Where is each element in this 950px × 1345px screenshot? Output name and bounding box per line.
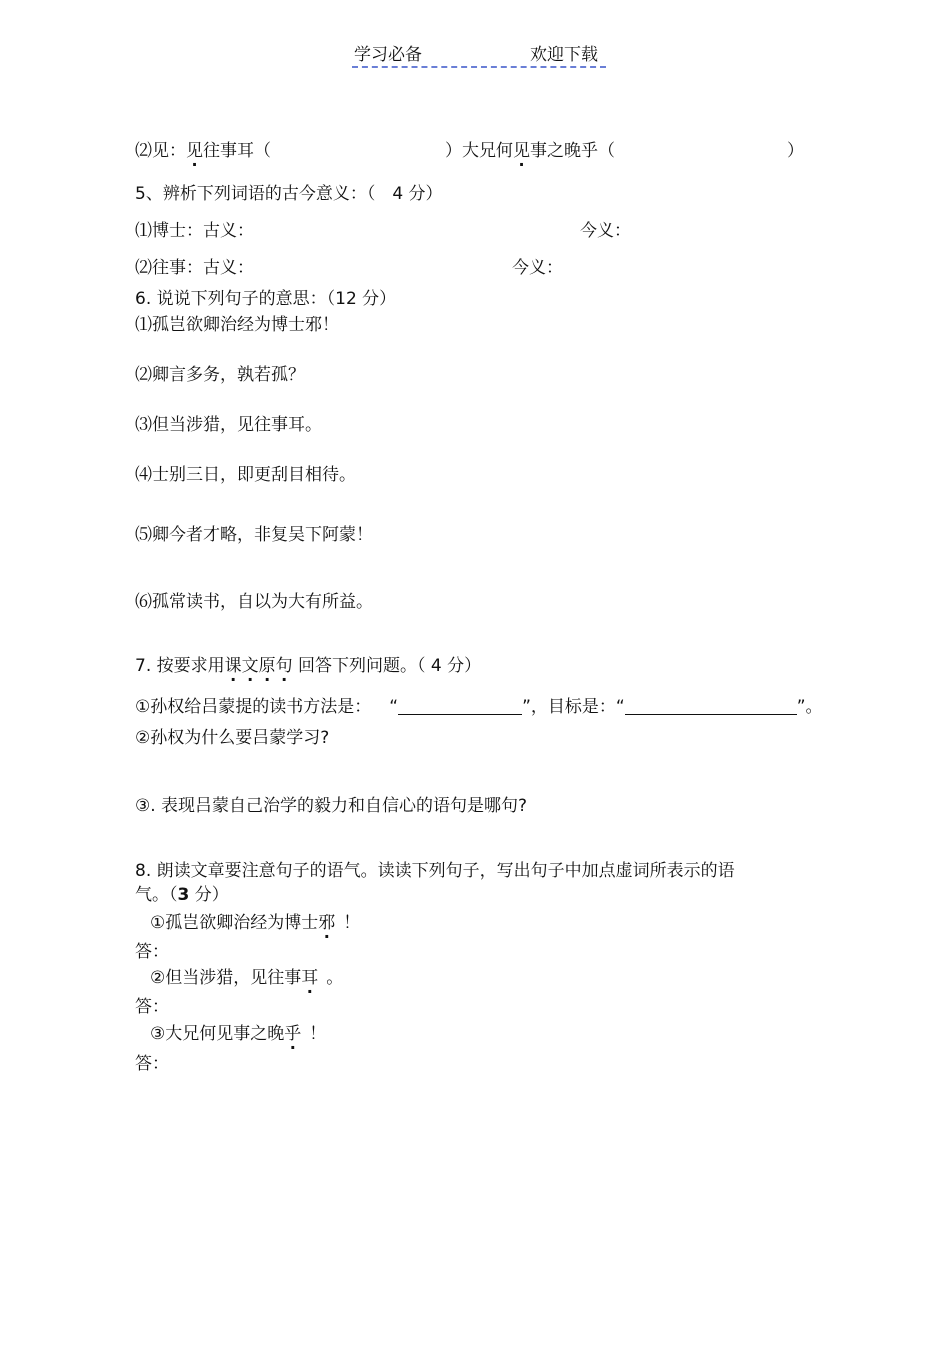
q8-answer-3: 答： xyxy=(135,1054,169,1074)
q7-title: 7. 按要求用课文原句 回答下列问题。（ 4 分） xyxy=(135,656,482,676)
q8-title-line-1: 8. 朗读文章要注意句子的语气。读读下列句子，写出句子中加点虚词所表示的语 xyxy=(135,861,735,881)
q8-title-line-2: 气。（3 分） xyxy=(135,885,229,905)
dotted-char: 见 xyxy=(186,141,203,161)
dotted-char: 乎 xyxy=(284,1024,302,1044)
dotted-char: 耳 xyxy=(301,968,319,988)
q8-answer-1: 答： xyxy=(135,942,169,962)
q5-item-2-label: ⑵往事：古义： xyxy=(135,258,254,278)
q4-item-2: ⑵见：见往事耳（ ）大兄何见事之晚乎（ ） xyxy=(135,141,804,161)
answer-blank[interactable] xyxy=(398,696,522,715)
dotted-char: 邪 xyxy=(318,913,336,933)
q6-item-5: ⑸卿今者才略，非复吴下阿蒙！ xyxy=(135,525,373,545)
q5-item-1-label: ⑴博士：古义： xyxy=(135,221,254,241)
answer-blank[interactable] xyxy=(625,696,797,715)
q7-item-1: ①孙权给吕蒙提的读书方法是： “ ”，目标是：“ ”。 xyxy=(135,697,823,717)
q6-title: 6. 说说下列句子的意思：（12 分） xyxy=(135,289,397,309)
header-left-text: 学习必备 xyxy=(354,45,422,65)
q8-item-1: ①孤岂欲卿治经为博士邪 ！ xyxy=(150,913,361,933)
q5-title: 5、辨析下列词语的古今意义：（ 4 分） xyxy=(135,184,443,204)
q7-item-2: ②孙权为什么要吕蒙学习? xyxy=(135,728,330,748)
q8-answer-2: 答： xyxy=(135,997,169,1017)
q6-item-4: ⑷士别三日，即更刮目相待。 xyxy=(135,465,356,485)
q6-item-3: ⑶但当涉猎，见往事耳。 xyxy=(135,415,322,435)
q8-item-3: ③大兄何见事之晚乎 ！ xyxy=(150,1024,327,1044)
q6-item-6: ⑹孤常读书，自以为大有所益。 xyxy=(135,592,373,612)
header-right-text: 欢迎下载 xyxy=(530,45,598,65)
q8-item-2: ②但当涉猎，见往事耳 。 xyxy=(150,968,344,988)
q5-item-1-now: 今义： xyxy=(580,221,631,241)
q7-item-3: ③. 表现吕蒙自己治学的毅力和自信心的语句是哪句? xyxy=(135,796,528,816)
page-header xyxy=(352,40,606,68)
dotted-char: 课 xyxy=(224,656,242,676)
dotted-char: 原 xyxy=(258,656,276,676)
dotted-char: 见 xyxy=(513,141,530,161)
dotted-char: 句 xyxy=(275,656,293,676)
q6-item-1: ⑴孤岂欲卿治经为博士邪！ xyxy=(135,315,339,335)
q6-item-2: ⑵卿言多务，孰若孤？ xyxy=(135,365,305,385)
dotted-char: 文 xyxy=(241,656,259,676)
q5-item-2-now: 今义： xyxy=(512,258,563,278)
